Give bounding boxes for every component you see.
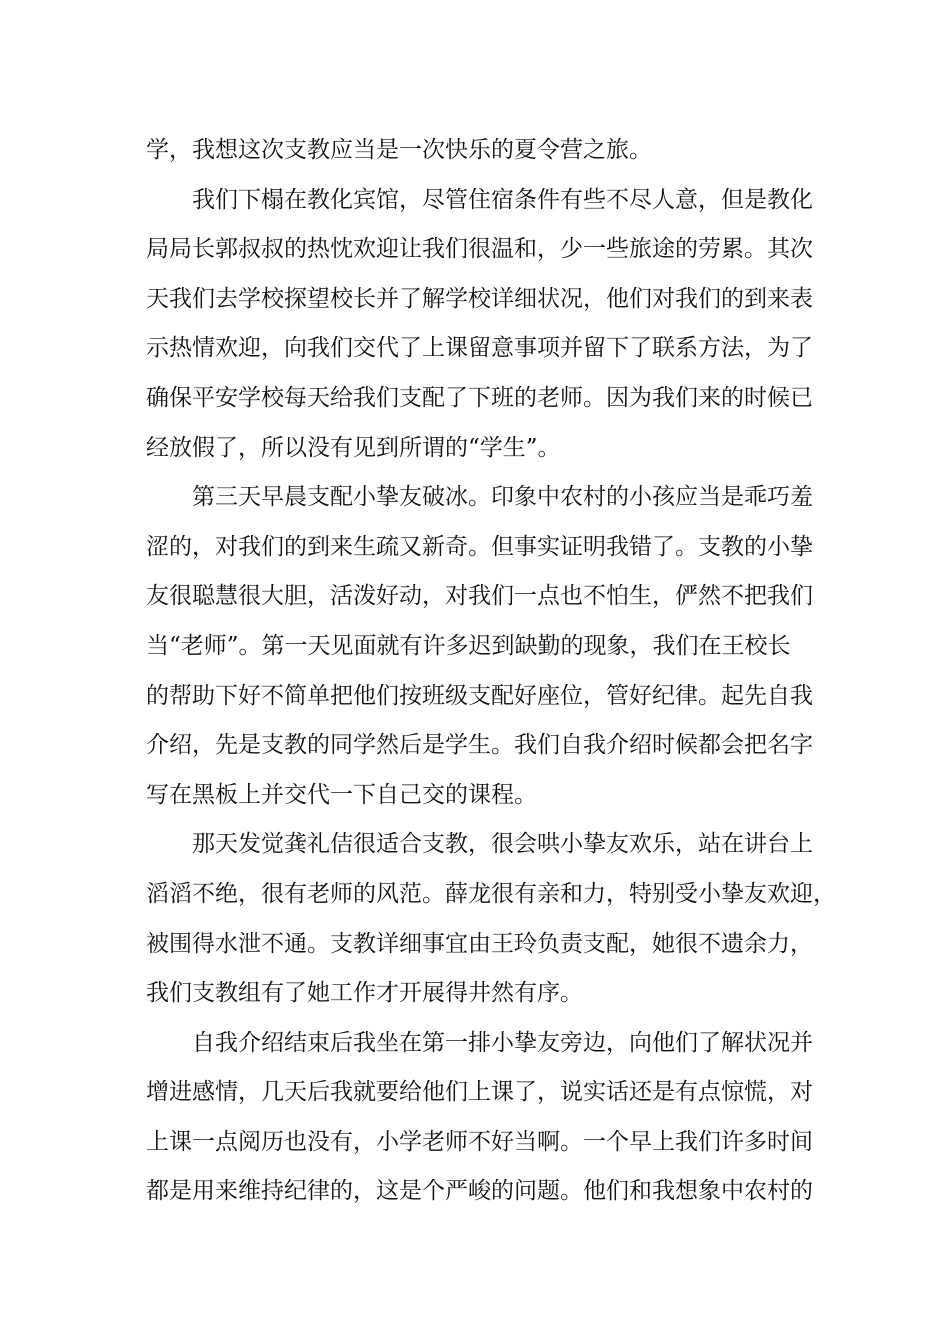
text-line: 当“老师”。第一天见面就有许多迟到缺勤的现象，我们在王校长 [146,632,791,659]
text-line: 我们下榻在教化宾馆，尽管住宿条件有些不尽人意，但是教化 [192,186,813,213]
text-line: 我们支教组有了她工作才开展得井然有序。 [146,980,583,1007]
text-line: 确保平安学校每天给我们支配了下班的老师。因为我们来的时候已 [146,384,813,411]
text-line: 涩的，对我们的到来生疏又新奇。但事实证明我错了。支教的小挚 [146,533,813,560]
text-line: 滔滔不绝，很有老师的风范。薛龙很有亲和力，特别受小挚友欢迎， [146,880,836,907]
text-line: 经放假了，所以没有见到所谓的“学生”。 [146,434,561,461]
text-line: 学，我想这次支教应当是一次快乐的夏令营之旅。 [146,137,652,163]
text-line: 被围得水泄不通。支教详细事宜由王玲负责支配，她很不遗余力， [146,930,813,957]
text-line: 局局长郭叔叔的热忱欢迎让我们很温和，少一些旅途的劳累。其次 [146,236,813,263]
text-line: 增进感情，几天后我就要给他们上课了，说实话还是有点惊慌，对 [146,1079,813,1106]
text-line: 都是用来维持纪律的，这是个严峻的问题。他们和我想象中农村的 [146,1178,813,1205]
text-line: 天我们去学校探望校长并了解学校详细状况，他们对我们的到来表 [146,285,813,312]
text-line: 第三天早晨支配小挚友破冰。印象中农村的小孩应当是乖巧羞 [192,484,813,511]
text-line: 写在黑板上并交代一下自己交的课程。 [146,781,537,808]
body-text [146,126,836,1217]
text-line: 的帮助下好不简单把他们按班级支配好座位，管好纪律。起先自我 [146,682,813,709]
text-line: 示热情欢迎，向我们交代了上课留意事项并留下了联系方法，为了 [146,335,813,362]
text-line: 那天发觉龚礼佶很适合支教，很会哄小挚友欢乐，站在讲台上 [192,831,813,858]
text-line: 友很聪慧很大胆，活泼好动，对我们一点也不怕生，俨然不把我们 [146,583,813,610]
text-line: 上课一点阅历也没有，小学老师不好当啊。一个早上我们许多时间 [146,1128,813,1155]
text-line: 介绍，先是支教的同学然后是学生。我们自我介绍时候都会把名字 [146,732,813,759]
text-line: 自我介绍结束后我坐在第一排小挚友旁边，向他们了解状况并 [192,1029,813,1056]
